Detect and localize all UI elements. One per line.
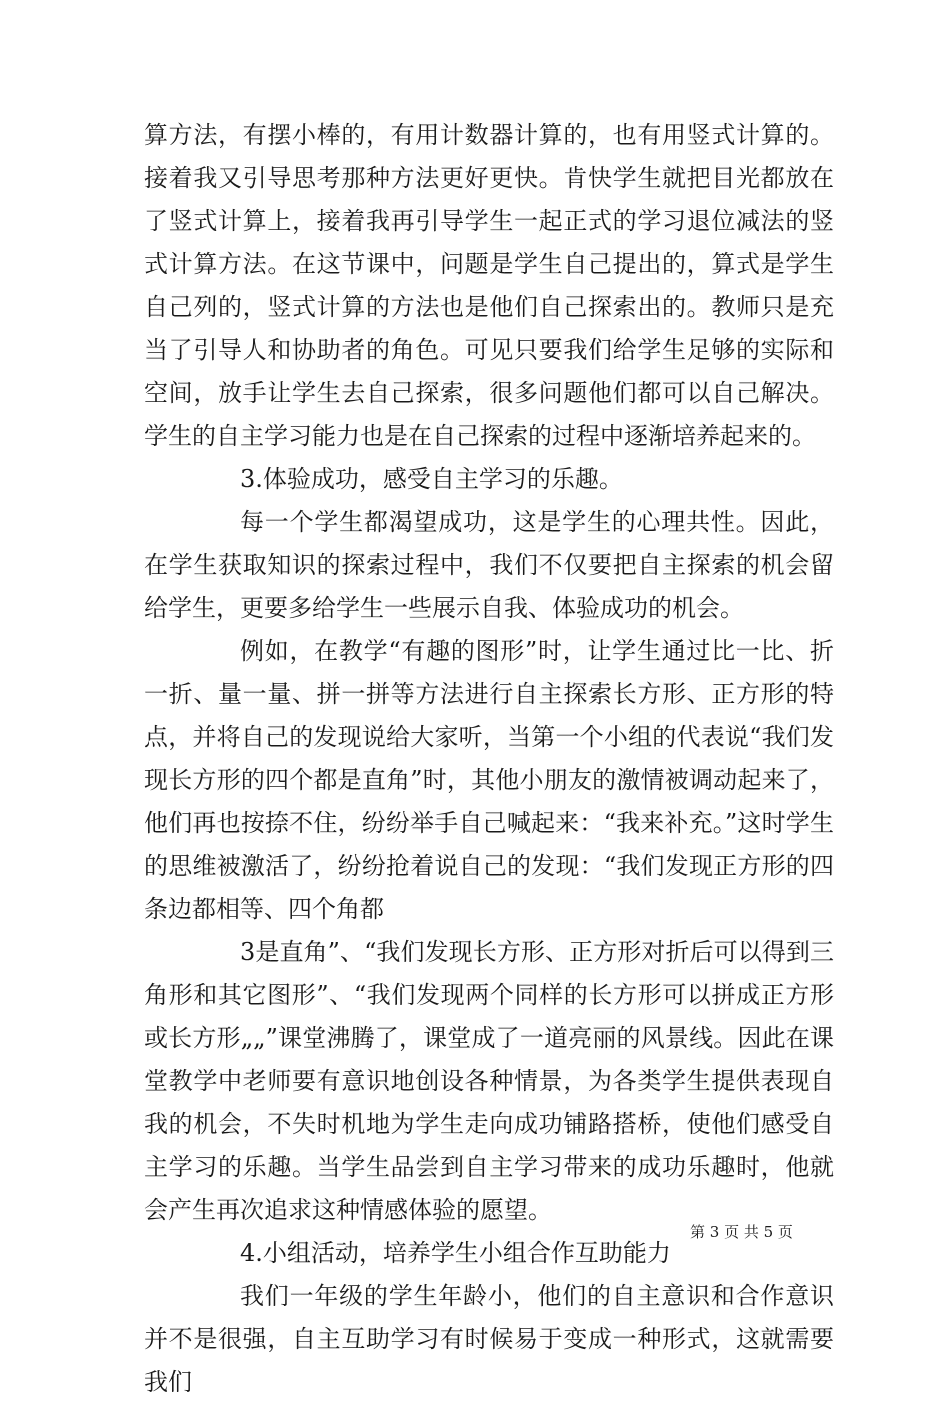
section-heading-4: 4.小组活动，培养学生小组合作互助能力 xyxy=(240,1239,671,1267)
paragraph: 3是直角”、“我们发现长方形、正方形对折后可以得到三角形和其它图形”、“我们发现两个同样的长方形可以拼成正方形或长方形„„”课堂沸腾了，课堂成了一道亮丽的风景线。因此在课堂教学中老师要有意识地创设各种情景，为各类学生提供表现自我的机会，不失时机地为学生走向成功铺路搭桥，使他们感受自主学习的乐趣。当学生品尝到自主学习带来的成功乐趣时，他就会产生再次追求这种情感体验的愿望。 xyxy=(144,938,834,1224)
page-footer: 第 3 页 共 5 页 xyxy=(690,1223,793,1241)
paragraph: 我们一年级的学生年龄小，他们的自主意识和合作意识并不是很强，自主互助学习有时候易于变成一种形式，这就需要我们 xyxy=(144,1282,834,1396)
paragraph: 例如，在教学“有趣的图形”时，让学生通过比一比、折一折、量一量、拼一拼等方法进行自主探索长方形、正方形的特点，并将自己的发现说给大家听，当第一个小组的代表说“我们发现长方形的四个都是直角”时，其他小朋友的激情被调动起来了，他们再也按捺不住，纷纷举手自己喊起来：“我来补充。”这时学生的思维被激活了，纷纷抢着说自己的发现：“我们发现正方形的四条边都相等、四个角都 xyxy=(144,637,834,923)
paragraph: 每一个学生都渴望成功，这是学生的心理共性。因此，在学生获取知识的探索过程中，我们不仅要把自主探索的机会留给学生，更要多给学生一些展示自我、体验成功的机会。 xyxy=(144,508,834,622)
document-body xyxy=(144,114,834,1404)
paragraph-continuation: 算方法，有摆小棒的，有用计数器计算的，也有用竖式计算的。接着我又引导思考那种方法更好更快。肯快学生就把目光都放在了竖式计算上，接着我再引导学生一起正式的学习退位减法的竖式计算方法。在这节课中，问题是学生自己提出的，算式是学生自己列的，竖式计算的方法也是他们自己探索出的。教师只是充当了引导人和协助者的角色。可见只要我们给学生足够的实际和空间，放手让学生去自己探索，很多问题他们都可以自己解决。学生的自主学习能力也是在自己探索的过程中逐渐培养起来的。 xyxy=(144,121,834,450)
section-heading-3: 3.体验成功，感受自主学习的乐趣。 xyxy=(240,465,623,493)
